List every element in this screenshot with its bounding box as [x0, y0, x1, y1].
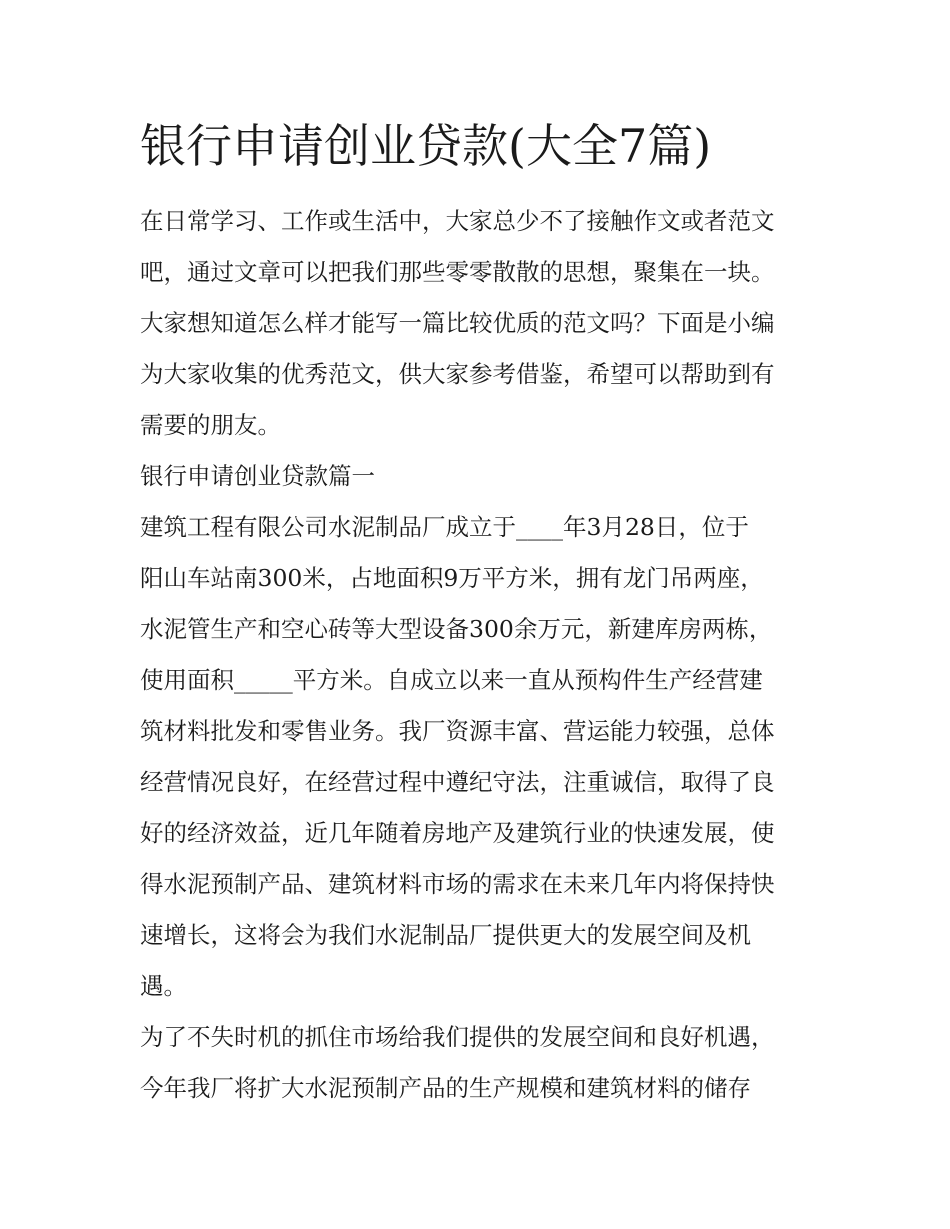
paragraph-line: 水泥管生产和空心砖等大型设备300余万元，新建库房两栋， [140, 615, 773, 643]
paragraph-line: 吧，通过文章可以把我们那些零零散散的思想，聚集在一块。 [140, 258, 775, 286]
paragraph-line: 在日常学习、工作或生活中，大家总少不了接触作文或者范文 [140, 207, 775, 235]
paragraph-line: 阳山车站南300米，占地面积9万平方米，拥有龙门吊两座， [140, 564, 764, 592]
paragraph-line: 遇。 [140, 972, 187, 1000]
paragraph-line: 为了不失时机的抓住市场给我们提供的发展空间和良好机遇， [140, 1023, 775, 1051]
paragraph-line: 速增长，这将会为我们水泥制品厂提供更大的发展空间及机 [140, 921, 751, 949]
paragraph-line: 筑材料批发和零售业务。我厂资源丰富、营运能力较强，总体 [140, 717, 775, 745]
document-title: 银行申请创业贷款(大全7篇) [140, 119, 712, 173]
paragraph-line: 使用面积_____平方米。自成立以来一直从预构件生产经营建 [140, 666, 763, 694]
paragraph-line: 好的经济效益，近几年随着房地产及建筑行业的快速发展，使 [140, 819, 775, 847]
paragraph-line: 经营情况良好，在经营过程中遵纪守法，注重诚信，取得了良 [140, 768, 775, 796]
paragraph-line: 为大家收集的优秀范文，供大家参考借鉴，希望可以帮助到有 [140, 360, 775, 388]
paragraph-line: 大家想知道怎么样才能写一篇比较优质的范文吗？下面是小编 [140, 309, 775, 337]
section-heading: 银行申请创业贷款篇一 [140, 462, 375, 490]
paragraph-line: 建筑工程有限公司水泥制品厂成立于____年3月28日，位于 [140, 513, 749, 541]
paragraph-line: 今年我厂将扩大水泥预制产品的生产规模和建筑材料的储存 [140, 1074, 751, 1102]
paragraph-line: 需要的朋友。 [140, 411, 281, 439]
paragraph-line: 得水泥预制产品、建筑材料市场的需求在未来几年内将保持快 [140, 870, 775, 898]
